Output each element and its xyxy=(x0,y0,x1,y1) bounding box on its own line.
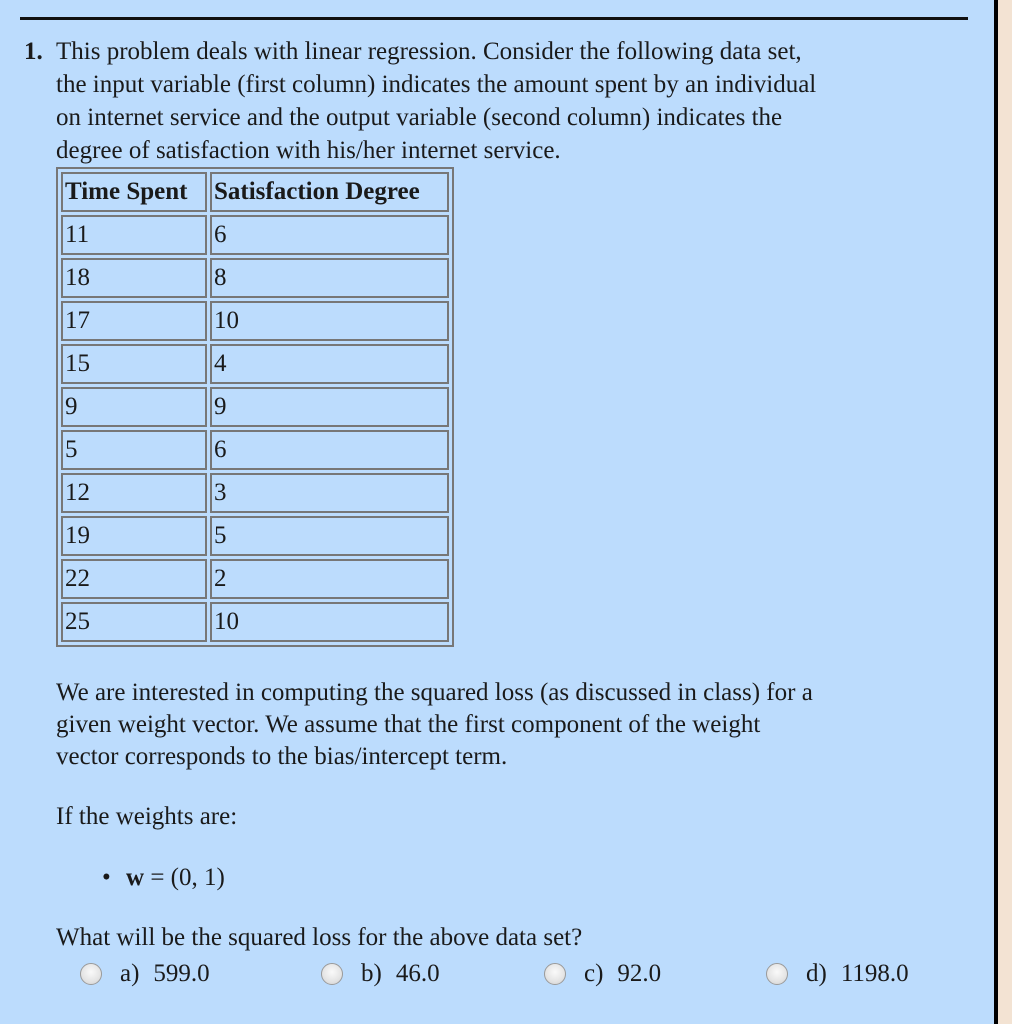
weight-symbol: w xyxy=(126,864,145,891)
intro-line: degree of satisfaction with his/her internet service. xyxy=(56,137,561,164)
table-row xyxy=(61,430,449,470)
option-value: 46.0 xyxy=(395,960,440,987)
option-letter: d) xyxy=(806,960,827,987)
radio-button-d[interactable] xyxy=(766,963,788,985)
question-prompt: What will be the squared loss for the above data set? xyxy=(56,924,583,951)
question-number: 1. xyxy=(24,38,43,65)
data-table xyxy=(56,167,454,647)
option-d[interactable] xyxy=(766,958,909,990)
top-divider xyxy=(20,17,968,20)
satisfaction-cell: 3 xyxy=(210,473,449,513)
satisfaction-cell: 6 xyxy=(210,215,449,255)
time-spent-cell: 5 xyxy=(61,430,207,470)
option-value: 92.0 xyxy=(617,960,662,987)
satisfaction-cell: 10 xyxy=(210,602,449,642)
table-row xyxy=(61,344,449,384)
option-value: 1198.0 xyxy=(840,960,909,987)
time-spent-cell: 19 xyxy=(61,516,207,556)
table-row xyxy=(61,258,449,298)
option-a[interactable] xyxy=(80,958,210,990)
option-c[interactable] xyxy=(544,958,661,990)
radio-button-c[interactable] xyxy=(544,963,566,985)
satisfaction-cell: 8 xyxy=(210,258,449,298)
satisfaction-cell: 2 xyxy=(210,559,449,599)
time-spent-cell: 12 xyxy=(61,473,207,513)
table-row xyxy=(61,473,449,513)
time-spent-cell: 9 xyxy=(61,387,207,427)
radio-button-b[interactable] xyxy=(321,963,343,985)
satisfaction-cell: 5 xyxy=(210,516,449,556)
intro-line: the input variable (first column) indicates the amount spent by an individual xyxy=(56,71,817,98)
header-time-spent: Time Spent xyxy=(61,172,207,212)
time-spent-cell: 17 xyxy=(61,301,207,341)
description-line: given weight vector. We assume that the first component of the weight xyxy=(56,711,761,738)
table-row xyxy=(61,215,449,255)
option-value: 599.0 xyxy=(153,960,210,987)
table-row xyxy=(61,387,449,427)
bullet-icon: • xyxy=(102,864,111,891)
table-row xyxy=(61,301,449,341)
table-header-row xyxy=(61,172,449,212)
weights-intro: If the weights are: xyxy=(56,803,238,830)
satisfaction-cell: 10 xyxy=(210,301,449,341)
description-line: vector corresponds to the bias/intercept term. xyxy=(56,743,508,770)
satisfaction-cell: 9 xyxy=(210,387,449,427)
satisfaction-cell: 4 xyxy=(210,344,449,384)
time-spent-cell: 11 xyxy=(61,215,207,255)
option-letter: c) xyxy=(584,960,604,987)
table-row xyxy=(61,559,449,599)
weight-bullet xyxy=(102,862,225,894)
intro-line: This problem deals with linear regression. Consider the following data set, xyxy=(56,38,802,65)
time-spent-cell: 15 xyxy=(61,344,207,384)
table-row xyxy=(61,516,449,556)
option-letter: b) xyxy=(361,960,382,987)
time-spent-cell: 22 xyxy=(61,559,207,599)
loss-description xyxy=(56,677,956,773)
intro-line: on internet service and the output variable (second column) indicates the xyxy=(56,104,783,131)
radio-button-a[interactable] xyxy=(80,963,102,985)
time-spent-cell: 18 xyxy=(61,258,207,298)
question-intro xyxy=(56,35,956,167)
weight-value: = (0, 1) xyxy=(144,864,225,891)
description-line: We are interested in computing the squared loss (as discussed in class) for a xyxy=(56,679,813,706)
table-row xyxy=(61,602,449,642)
header-satisfaction-degree: Satisfaction Degree xyxy=(210,172,449,212)
time-spent-cell: 25 xyxy=(61,602,207,642)
right-rail xyxy=(998,0,1012,1024)
option-b[interactable] xyxy=(321,958,440,990)
option-letter: a) xyxy=(120,960,140,987)
satisfaction-cell: 6 xyxy=(210,430,449,470)
